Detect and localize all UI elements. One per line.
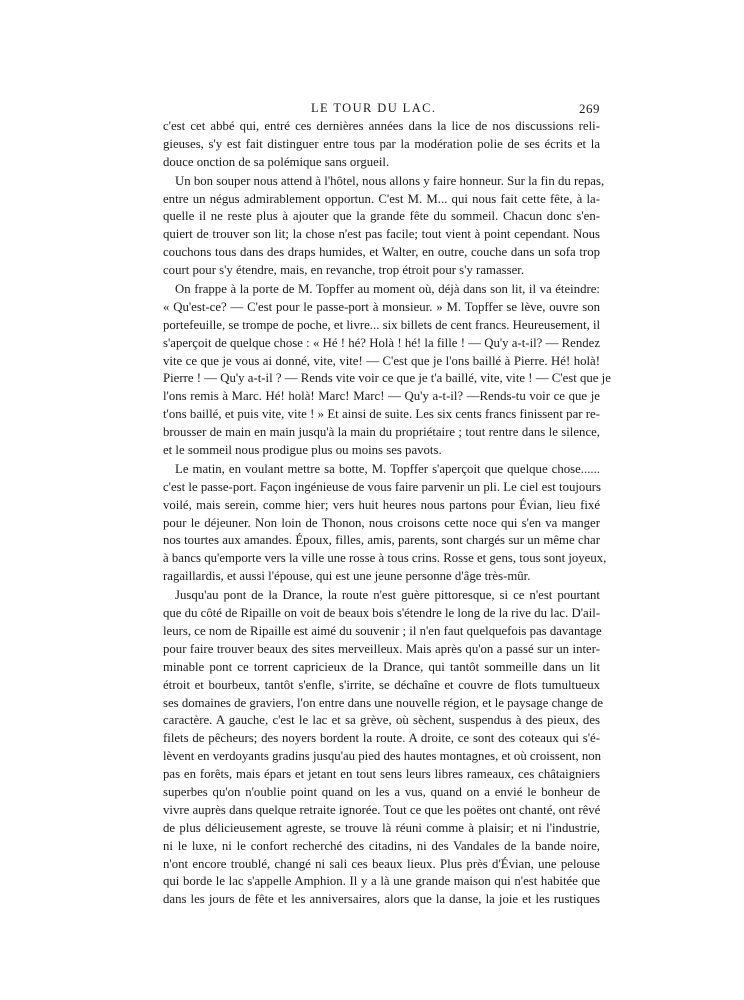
text-line: gieuses, s'y est fait distinguer entre tous par la modération polie de ses écrits et la: [163, 136, 600, 151]
text-line: et le sommeil nous prodigue plus ou moins ses pavots.: [163, 443, 442, 458]
page-number: 269: [579, 101, 600, 116]
text-line: qui borde le lac s'appelle Amphion. Il y a là une grande maison qui n'est habitée que: [163, 874, 600, 889]
text-line: vite ce que je vous ai donné, vite, vite! — C'est que je l'ons baillé à Pierre. Hé! holà!: [163, 353, 600, 368]
text-line: dans les jours de fête et les anniversaires, alors que la danse, la joie et les rustiques: [163, 892, 600, 907]
text-line: pas en forêts, mais épars et jetant en tout sens leurs libres rameaux, ces châtaigniers: [163, 767, 600, 782]
text-line: ses domaines de graviers, l'on entre dans une nouvelle région, et le paysage change de: [163, 695, 604, 710]
text-line: lèvent en verdoyants gradins jusqu'au pied des hautes montagnes, et où croissent, non: [163, 749, 602, 764]
text-line: ragaillardis, et aussi l'épouse, qui est une jeune personne d'âge très-mûr.: [163, 569, 531, 584]
text-line: douce onction de sa polémique sans orgueil.: [163, 154, 390, 169]
text-line: On frappe à la porte de M. Topffer au moment où, déjà dans son lit, il va éteindre:: [175, 282, 600, 297]
running-title: LE TOUR DU LAC.: [311, 101, 437, 115]
text-line: pour faire trouver beaux des sites merveilleux. Mais après qu'on a passé sur un inter-: [163, 641, 600, 656]
text-line: que du côté de Ripaille on voit de beaux bois s'étendre le long de la rive du lac. D'ail-: [163, 606, 601, 621]
paragraph: [163, 461, 607, 586]
text-line: voilé, mais serein, comme hier; vers huit heures nous partons pour Évian, lieu fixé: [163, 497, 600, 512]
text-line: Le matin, en voulant mettre sa botte, M. Topffer s'aperçoit que quelque chose......: [175, 461, 600, 476]
text-line: court pour s'y étendre, mais, en revanche, trop étroit pour s'y ramasser.: [163, 263, 525, 278]
text-line: c'est le passe-port. Façon ingénieuse de vous faire parvenir un pli. Le ciel est toujours: [163, 479, 601, 494]
text-line: brousser de main en main jusqu'à la main du propriétaire ; tout rentre dans le silence,: [163, 425, 600, 440]
text-line: c'est cet abbé qui, entré ces dernières années dans la lice de nos discussions reli-: [163, 119, 600, 133]
text-line: étroit et bourbeux, tantôt s'enfle, s'irrite, se déchaîne et couvre de flots tumultueux: [163, 677, 600, 692]
text-line: quiert de trouver son lit; la chose n'est pas facile; tout vient à point cependant. Nous: [163, 227, 600, 242]
paragraph: [163, 118, 600, 172]
text-line: leurs, ce nom de Ripaille est aimé du souvenir ; il n'en faut quelquefois pas davantage: [163, 623, 602, 638]
text-line: entre un négus admirablement opportun. C'est M. M... qui nous fait cette fête, à la-: [163, 191, 600, 206]
text-line: superbes qu'on n'oublie point quand on les a vus, quand on a envié le bonheur de: [163, 784, 600, 799]
text-line: l'ons remis à Marc. Hé! holà! Marc! Marc! — Qu'y a-t-il? —Rends-tu voir ce que je: [163, 389, 600, 404]
text-line: Jusqu'au pont de la Drance, la route n'est guère pittoresque, si ce n'est pourtant: [175, 588, 600, 603]
text-line: minable pont ce torrent capricieux de la Drance, qui tantôt sommeille dans un lit: [163, 659, 600, 674]
text-line: pour le déjeuner. Non loin de Thonon, nous croisons cette noce qui s'en va manger: [163, 515, 600, 530]
text-line: vivre auprès dans quelque retraite ignorée. Tout ce que les poëtes ont chanté, ont rêvé: [163, 802, 601, 817]
text-line: caractère. A gauche, c'est le lac et sa grève, où sèchent, suspendus à des pieux, des: [163, 713, 600, 728]
text-line: « Qu'est-ce? — C'est pour le passe-port à monsieur. » M. Topffer se lève, ouvre son: [163, 299, 600, 314]
text-line: s'aperçoit de quelque chose : « Hé ! hé? Holà ! hé! la fille ! — Qu'y a-t-il? — Rendez: [163, 335, 600, 350]
text-line: filets de pêcheurs; des noyers bordent la route. A droite, ce sont des coteaux qui s'é-: [163, 731, 600, 746]
body-text: [163, 118, 611, 910]
text-line: t'ons baillé, et puis vite, vite ! » Et ainsi de suite. Les six cents francs finissent par re-: [163, 407, 600, 422]
text-line: de plus délicieusement agreste, se trouve là réuni comme à plaisir; et ni l'industrie,: [163, 820, 600, 835]
text-line: quelle il ne reste plus à ajouter que la grande fête du sommeil. Chacun donc s'en-: [163, 209, 600, 224]
text-line: n'ont encore troublé, changé ni sali ces beaux lieux. Plus près d'Évian, une pelouse: [163, 856, 600, 871]
paragraph: [163, 587, 604, 909]
text-line: ni le luxe, ni le confort recherché des citadins, ni des Vandales de la bande noire,: [163, 838, 600, 853]
paragraph: [163, 173, 605, 280]
text-line: portefeuille, se trompe de poche, et livre... six billets de cent francs. Heureusement, il: [163, 317, 601, 332]
paragraph: [163, 281, 611, 460]
text-line: à bancs qu'emporte vers la ville une rosse à tous crins. Rosse et gens, tous sont joyeux,: [163, 551, 607, 566]
text-line: Pierre ! — Qu'y a-t-il ? — Rends vite voir ce que je t'a baillé, vite, vite ! — C'est que je: [163, 371, 611, 386]
text-line: Un bon souper nous attend à l'hôtel, nous allons y faire honneur. Sur la fin du repas,: [175, 173, 605, 188]
text-line: couchons tous dans des draps humides, et Walter, en outre, couche dans un sofa trop: [163, 245, 600, 260]
text-line: nos tourtes aux amandes. Époux, filles, amis, parents, sont chargés sur un même char: [163, 533, 600, 548]
